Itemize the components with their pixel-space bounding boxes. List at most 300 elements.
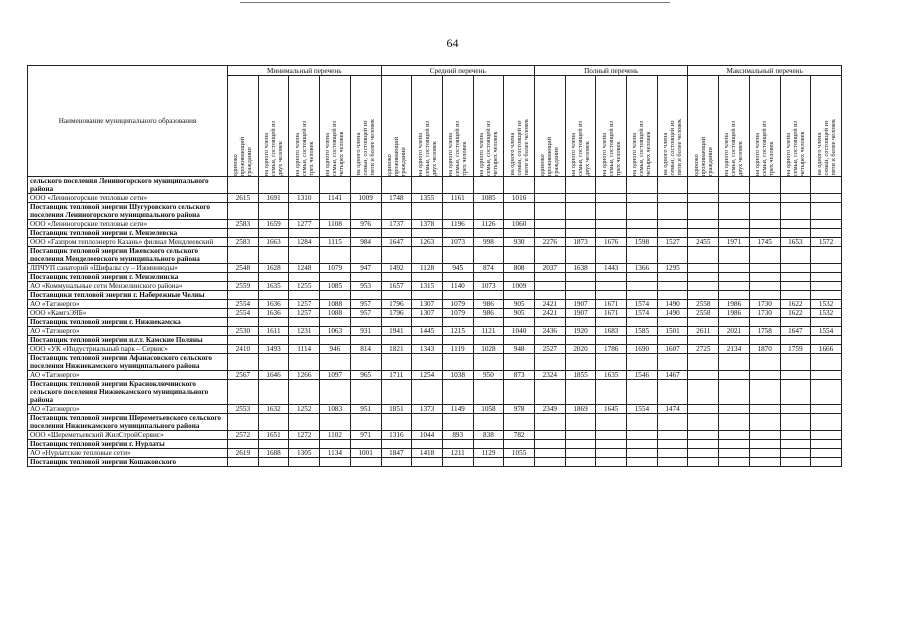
value-cell [289, 273, 320, 282]
value-cell [412, 203, 443, 220]
value-cell [473, 458, 504, 467]
value-cell: 1574 [627, 309, 658, 318]
value-cell: 1307 [412, 309, 443, 318]
value-cell [657, 282, 688, 291]
value-cell [749, 458, 780, 467]
value-cell: 1231 [289, 327, 320, 336]
value-cell: 2436 [534, 327, 565, 336]
value-cell [780, 194, 811, 203]
value-cell: 1257 [289, 300, 320, 309]
column-subheader-text: одиноко проживающий гражданин [232, 136, 254, 176]
value-cell [719, 431, 750, 440]
value-cell: 2134 [719, 345, 750, 354]
column-subheader-text: одиноко проживающий гражданин [385, 136, 407, 176]
value-cell: 838 [473, 431, 504, 440]
value-cell [811, 291, 842, 300]
table-row [28, 345, 842, 354]
value-cell: 978 [504, 405, 535, 414]
value-cell [534, 431, 565, 440]
value-cell: 1108 [320, 220, 351, 229]
value-cell: 971 [350, 431, 381, 440]
value-cell [749, 203, 780, 220]
value-cell: 1622 [780, 300, 811, 309]
value-cell: 1215 [442, 327, 473, 336]
value-cell [688, 247, 719, 264]
value-cell [289, 318, 320, 327]
tariff-table [27, 65, 842, 467]
value-cell [780, 318, 811, 327]
value-cell: 1121 [473, 327, 504, 336]
column-subheader [749, 76, 780, 177]
value-cell: 2421 [534, 300, 565, 309]
group-header-mid: Средний перечень [381, 66, 534, 76]
value-cell [627, 247, 658, 264]
column-subheader-text: на одного члена семьи, состоящей из четырех человек [631, 121, 653, 176]
value-cell [719, 264, 750, 273]
organization-name: ООО «Лениногорские тепловые сети» [28, 194, 228, 203]
value-cell: 1315 [412, 282, 443, 291]
value-cell: 1646 [258, 371, 289, 380]
value-cell [504, 273, 535, 282]
value-cell [688, 371, 719, 380]
column-subheader [688, 76, 719, 177]
value-cell [534, 273, 565, 282]
value-cell: 1310 [289, 194, 320, 203]
value-cell [688, 431, 719, 440]
value-cell [688, 336, 719, 345]
value-cell [719, 405, 750, 414]
section-row [28, 318, 842, 327]
value-cell [473, 318, 504, 327]
value-cell: 986 [473, 309, 504, 318]
column-subheader [596, 76, 627, 177]
value-cell [442, 291, 473, 300]
value-cell [289, 247, 320, 264]
value-cell [719, 336, 750, 345]
value-cell [565, 431, 596, 440]
value-cell: 782 [504, 431, 535, 440]
value-cell [780, 405, 811, 414]
value-cell [596, 291, 627, 300]
value-cell: 1467 [657, 371, 688, 380]
value-cell [811, 336, 842, 345]
value-cell: 1632 [258, 405, 289, 414]
value-cell [596, 229, 627, 238]
value-cell [688, 194, 719, 203]
value-cell [780, 431, 811, 440]
section-row [28, 414, 842, 431]
value-cell: 1272 [289, 431, 320, 440]
value-cell [289, 229, 320, 238]
value-cell [473, 203, 504, 220]
value-cell [381, 318, 412, 327]
value-cell: 1140 [442, 282, 473, 291]
value-cell: 1663 [258, 238, 289, 247]
column-subheader-text: одиноко проживающий гражданин [692, 136, 714, 176]
value-cell: 1316 [381, 431, 412, 440]
value-cell [320, 229, 351, 238]
organization-name: АО «Татэнерго» [28, 300, 228, 309]
value-cell [473, 336, 504, 345]
value-cell [473, 380, 504, 405]
value-cell: 950 [473, 371, 504, 380]
section-row [28, 336, 842, 345]
value-cell [412, 247, 443, 264]
value-cell: 2021 [719, 327, 750, 336]
value-cell: 1079 [442, 300, 473, 309]
value-cell [473, 273, 504, 282]
value-cell [811, 449, 842, 458]
value-cell: 1038 [442, 371, 473, 380]
value-cell [412, 177, 443, 194]
value-cell: 1636 [258, 309, 289, 318]
value-cell [749, 291, 780, 300]
value-cell: 1941 [381, 327, 412, 336]
value-cell [534, 318, 565, 327]
value-cell [811, 371, 842, 380]
group-header-full: Полный перечень [534, 66, 687, 76]
value-cell [504, 318, 535, 327]
value-cell [258, 458, 289, 467]
value-cell: 1688 [258, 449, 289, 458]
value-cell: 2020 [565, 345, 596, 354]
value-cell [320, 440, 351, 449]
value-cell [749, 318, 780, 327]
value-cell [749, 371, 780, 380]
organization-name: Поставщик тепловой энергии г. Мензелевска [28, 229, 228, 238]
table-row [28, 220, 842, 229]
section-row [28, 203, 842, 220]
value-cell [289, 414, 320, 431]
organization-name: Поставщик тепловой энергии Кошаковского [28, 458, 228, 467]
value-cell [688, 440, 719, 449]
value-cell [473, 414, 504, 431]
column-subheader [258, 76, 289, 177]
value-cell [811, 229, 842, 238]
value-cell [627, 440, 658, 449]
table-row [28, 264, 842, 273]
value-cell [749, 264, 780, 273]
value-cell: 1638 [565, 264, 596, 273]
value-cell: 1758 [749, 327, 780, 336]
value-cell [627, 177, 658, 194]
value-cell [350, 354, 381, 371]
table-row [28, 449, 842, 458]
value-cell: 1211 [442, 449, 473, 458]
value-cell [780, 380, 811, 405]
value-cell: 1134 [320, 449, 351, 458]
value-cell [412, 336, 443, 345]
value-cell [749, 220, 780, 229]
value-cell: 1730 [749, 309, 780, 318]
value-cell [749, 380, 780, 405]
value-cell: 1254 [412, 371, 443, 380]
value-cell [442, 440, 473, 449]
column-subheader [627, 76, 658, 177]
value-cell: 1492 [381, 264, 412, 273]
value-cell: 1366 [627, 264, 658, 273]
organization-name: Поставщик тепловой энергии Афанасовского сельского поселения Нижнекамского муниципального района [28, 354, 228, 371]
organization-name: сельского поселения Лениногорского муниципального района [28, 177, 228, 194]
section-row [28, 354, 842, 371]
value-cell: 2558 [688, 300, 719, 309]
column-subheader-text: одиноко проживающий гражданин [539, 136, 561, 176]
value-cell: 1141 [320, 194, 351, 203]
table-body [28, 177, 842, 467]
value-cell [780, 354, 811, 371]
table-row [28, 327, 842, 336]
value-cell [627, 336, 658, 345]
organization-name: Поставщик тепловой энергии Шереметьевского сельского поселения Нижнекамского муниципального района [28, 414, 228, 431]
table-row [28, 282, 842, 291]
section-row [28, 273, 842, 282]
value-cell [258, 380, 289, 405]
value-cell: 1554 [627, 405, 658, 414]
value-cell: 1671 [596, 309, 627, 318]
value-cell [320, 318, 351, 327]
value-cell [565, 282, 596, 291]
value-cell [320, 291, 351, 300]
value-cell: 1009 [350, 194, 381, 203]
section-row [28, 177, 842, 194]
value-cell [504, 247, 535, 264]
column-subheader [442, 76, 473, 177]
value-cell [688, 177, 719, 194]
value-cell [627, 194, 658, 203]
organization-name: Поставщик тепловой энергии г. Мензелинска [28, 273, 228, 282]
value-cell: 1009 [504, 282, 535, 291]
value-cell [289, 380, 320, 405]
value-cell [534, 380, 565, 405]
value-cell [381, 458, 412, 467]
value-cell [473, 229, 504, 238]
value-cell [627, 203, 658, 220]
value-cell: 946 [320, 345, 351, 354]
value-cell [258, 414, 289, 431]
value-cell: 1532 [811, 300, 842, 309]
column-subheader-text: на одного члена семьи, состоящей из пяти и более человек [508, 119, 530, 176]
value-cell [719, 229, 750, 238]
value-cell: 2276 [534, 238, 565, 247]
value-cell: 1546 [627, 371, 658, 380]
table-row [28, 431, 842, 440]
value-cell [534, 282, 565, 291]
value-cell [381, 291, 412, 300]
value-cell: 2611 [688, 327, 719, 336]
value-cell [534, 229, 565, 238]
value-cell: 951 [350, 405, 381, 414]
value-cell [258, 336, 289, 345]
value-cell [811, 282, 842, 291]
value-cell [627, 291, 658, 300]
value-cell: 1088 [320, 300, 351, 309]
value-cell: 905 [504, 300, 535, 309]
organization-name: ООО «Лениногорские тепловые сети» [28, 220, 228, 229]
value-cell: 1653 [780, 238, 811, 247]
organization-name: ЛПЧУП санаторий «Шифалы су – Ижминводы» [28, 264, 228, 273]
value-cell: 2619 [228, 449, 259, 458]
value-cell: 984 [350, 238, 381, 247]
value-cell [811, 220, 842, 229]
organization-name: ООО «Газпром теплоэнерго Казань» филиал Мендлеевский [28, 238, 228, 247]
value-cell [381, 177, 412, 194]
value-cell [688, 203, 719, 220]
organization-name: Поставщик тепловой энергии Красноключинского сельского поселения Нижнекамского муниципального района [28, 380, 228, 405]
organization-name: АО «Нурлатские тепловые сети» [28, 449, 228, 458]
organization-name: ООО «Шереметьевский ЖилСтройСервис» [28, 431, 228, 440]
value-cell [442, 247, 473, 264]
value-cell: 1001 [350, 449, 381, 458]
value-cell: 1759 [780, 345, 811, 354]
value-cell: 1611 [258, 327, 289, 336]
value-cell [381, 273, 412, 282]
column-subheader-text: на одного члена семьи, состоящей из трех человек [447, 121, 469, 176]
value-cell: 1683 [596, 327, 627, 336]
value-cell [504, 354, 535, 371]
value-cell [228, 458, 259, 467]
value-cell [534, 220, 565, 229]
value-cell [534, 414, 565, 431]
value-cell: 1073 [473, 282, 504, 291]
value-cell: 1307 [412, 300, 443, 309]
value-cell: 1671 [596, 300, 627, 309]
column-subheader [412, 76, 443, 177]
value-cell [688, 458, 719, 467]
value-cell [381, 414, 412, 431]
value-cell: 1907 [565, 309, 596, 318]
value-cell [596, 440, 627, 449]
value-cell: 1986 [719, 309, 750, 318]
value-cell: 2530 [228, 327, 259, 336]
column-subheader [780, 76, 811, 177]
value-cell [688, 291, 719, 300]
value-cell [780, 282, 811, 291]
section-row [28, 440, 842, 449]
value-cell [688, 449, 719, 458]
value-cell [811, 318, 842, 327]
value-cell [350, 458, 381, 467]
value-cell: 2410 [228, 345, 259, 354]
table-row [28, 238, 842, 247]
section-row [28, 291, 842, 300]
value-cell [228, 336, 259, 345]
value-cell: 2583 [228, 220, 259, 229]
value-cell [749, 229, 780, 238]
value-cell [504, 203, 535, 220]
value-cell [289, 440, 320, 449]
value-cell: 1305 [289, 449, 320, 458]
value-cell [811, 194, 842, 203]
value-cell [657, 414, 688, 431]
value-cell [596, 220, 627, 229]
value-cell [442, 229, 473, 238]
value-cell: 1378 [412, 220, 443, 229]
value-cell: 1651 [258, 431, 289, 440]
value-cell: 1851 [381, 405, 412, 414]
value-cell [596, 354, 627, 371]
value-cell: 1102 [320, 431, 351, 440]
value-cell [596, 458, 627, 467]
column-subheader [534, 76, 565, 177]
value-cell [412, 458, 443, 467]
value-cell: 814 [350, 345, 381, 354]
value-cell [688, 229, 719, 238]
value-cell [350, 177, 381, 194]
value-cell: 1821 [381, 345, 412, 354]
value-cell [350, 336, 381, 345]
value-cell [627, 273, 658, 282]
value-cell [381, 229, 412, 238]
organization-name: Поставщик тепловой энергии п.г.т. Камские Поляны [28, 336, 228, 345]
value-cell [657, 177, 688, 194]
section-row [28, 247, 842, 264]
value-cell [719, 194, 750, 203]
value-cell [320, 247, 351, 264]
value-cell: 2349 [534, 405, 565, 414]
value-cell: 1196 [442, 220, 473, 229]
value-cell [811, 203, 842, 220]
table-row [28, 194, 842, 203]
organization-name: АО «Коммунальные сети Мензелинского района» [28, 282, 228, 291]
value-cell [442, 380, 473, 405]
value-cell [565, 203, 596, 220]
column-subheader [719, 76, 750, 177]
value-cell [780, 371, 811, 380]
section-row [28, 458, 842, 467]
value-cell [657, 440, 688, 449]
value-cell: 1796 [381, 309, 412, 318]
column-subheader [228, 76, 259, 177]
value-cell: 1119 [442, 345, 473, 354]
value-cell: 1490 [657, 309, 688, 318]
value-cell [381, 203, 412, 220]
value-cell [780, 203, 811, 220]
value-cell [320, 414, 351, 431]
value-cell: 1666 [811, 345, 842, 354]
value-cell [473, 247, 504, 264]
value-cell [627, 282, 658, 291]
value-cell [719, 449, 750, 458]
value-cell: 1284 [289, 238, 320, 247]
value-cell: 1635 [258, 282, 289, 291]
organization-name: Поставщик тепловой энергии Шугуровского сельского поселения Лениногорского муниципального района [28, 203, 228, 220]
column-subheader [811, 76, 842, 177]
value-cell: 1248 [289, 264, 320, 273]
value-cell [780, 229, 811, 238]
value-cell [627, 458, 658, 467]
value-cell [412, 229, 443, 238]
value-cell [565, 458, 596, 467]
value-cell [565, 354, 596, 371]
value-cell: 1063 [320, 327, 351, 336]
value-cell [565, 414, 596, 431]
value-cell [780, 220, 811, 229]
value-cell: 930 [504, 238, 535, 247]
value-cell [565, 194, 596, 203]
value-cell [258, 247, 289, 264]
value-cell [811, 273, 842, 282]
value-cell [258, 177, 289, 194]
column-subheader [473, 76, 504, 177]
value-cell [749, 354, 780, 371]
value-cell [534, 354, 565, 371]
value-cell: 1474 [657, 405, 688, 414]
value-cell: 1585 [627, 327, 658, 336]
value-cell [596, 282, 627, 291]
organization-name: Поставщик тепловой энергии г. Нижнекамска [28, 318, 228, 327]
organization-name: ООО «КамгэЭЯБ» [28, 309, 228, 318]
value-cell [657, 220, 688, 229]
